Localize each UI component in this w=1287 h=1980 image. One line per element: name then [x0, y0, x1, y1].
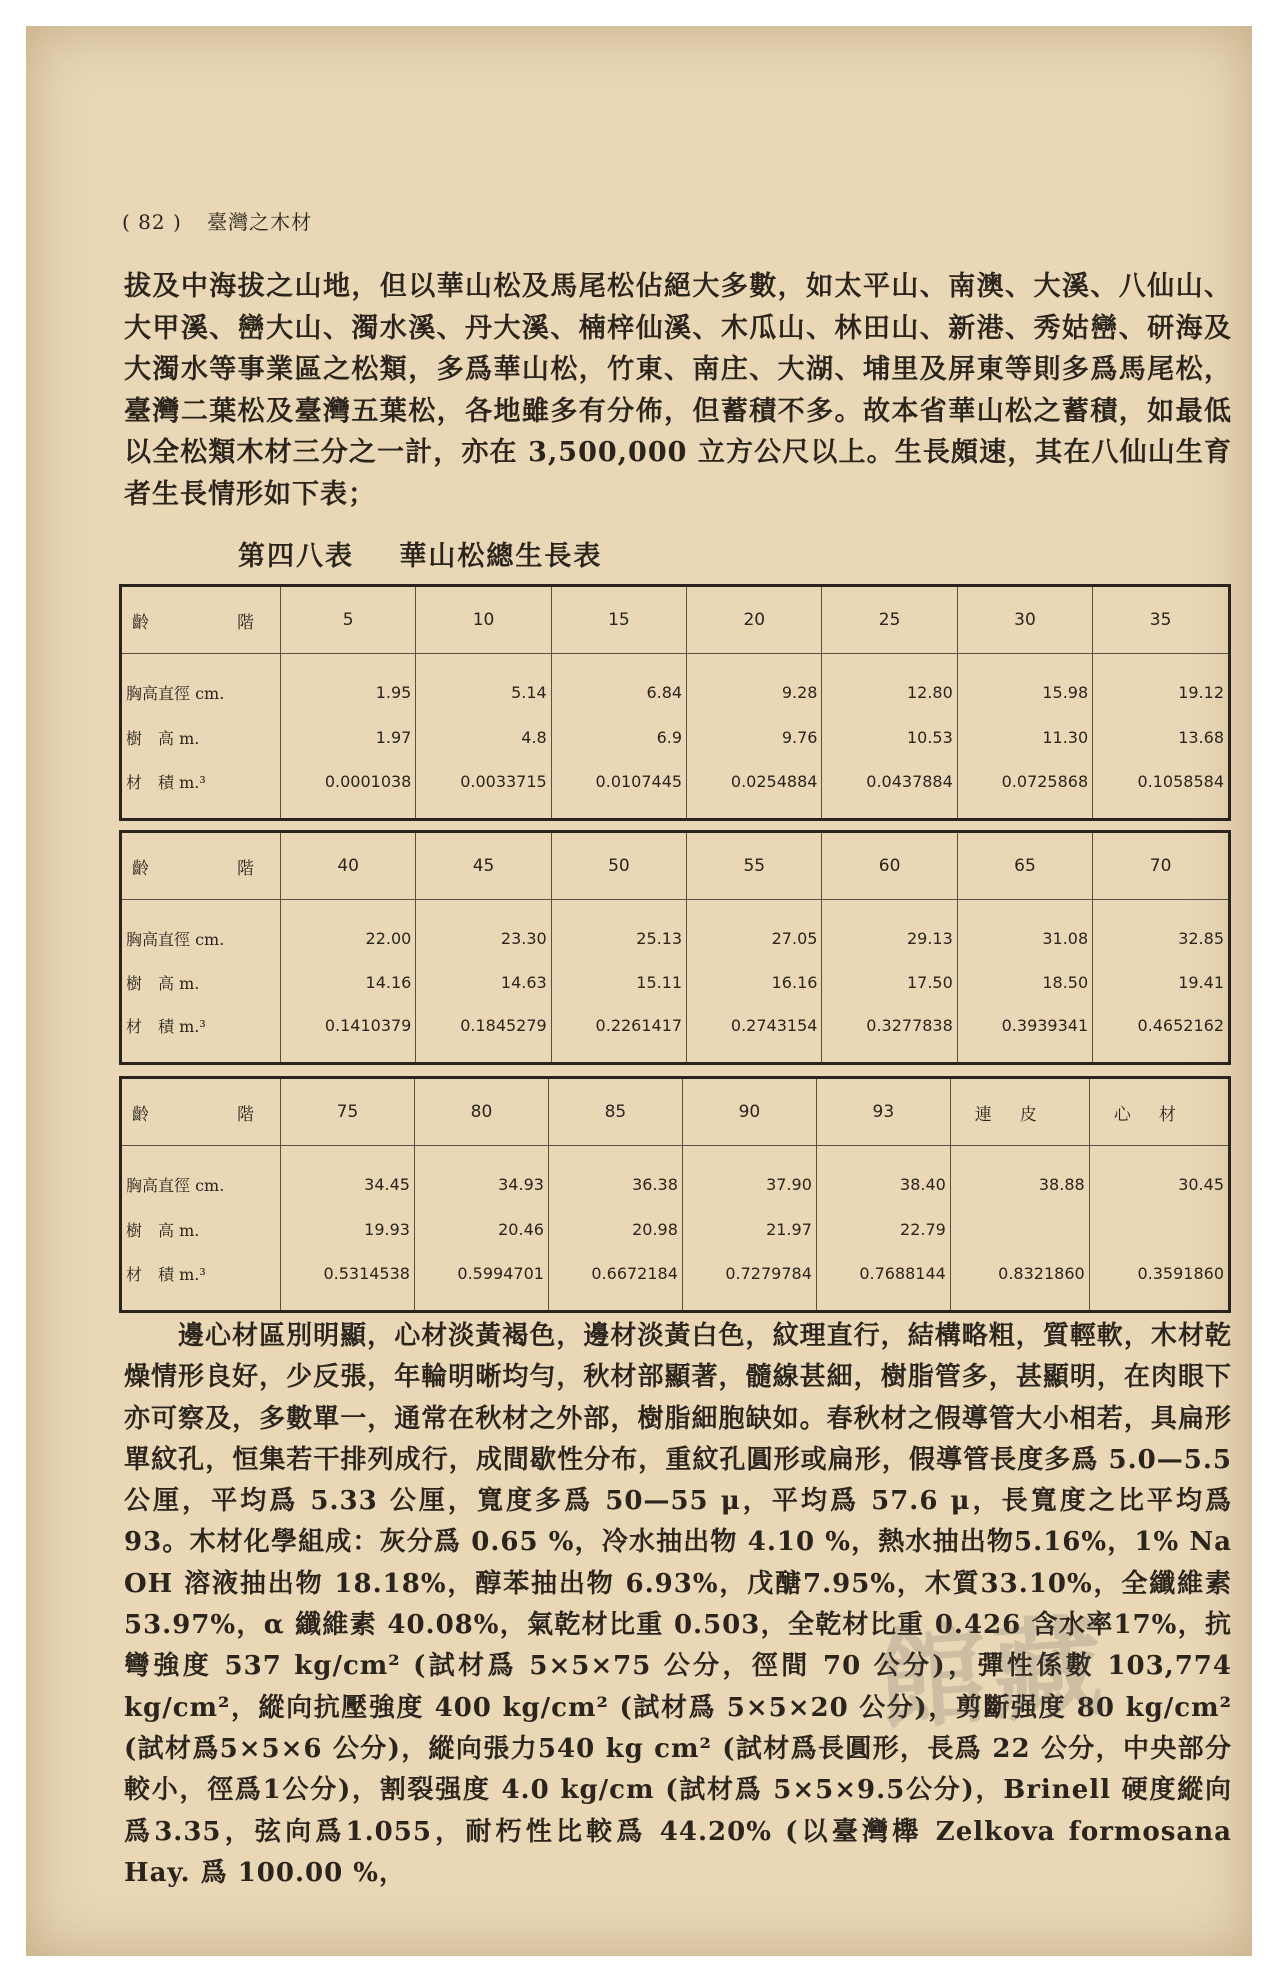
table-row-dbh	[121, 900, 1230, 963]
table-row-height	[121, 1210, 1230, 1249]
row-label-volume: 材 積 m.³	[126, 1017, 206, 1037]
table-cell: 9.76	[687, 718, 822, 757]
table-cell: 5.14	[416, 654, 551, 718]
table-cell: 19.41	[1093, 963, 1230, 1002]
table-cell: 0.7688144	[816, 1249, 950, 1311]
document-page	[26, 26, 1252, 1956]
table-cell: 0.5314538	[281, 1249, 415, 1311]
row-label-age: 齡 階	[121, 832, 281, 900]
growth-table-part-3	[119, 1076, 1231, 1313]
header-cell-with-bark: 連皮	[950, 1078, 1089, 1146]
table-cell: 6.84	[551, 654, 686, 718]
table-cell: 34.93	[414, 1146, 548, 1210]
table-cell: 15.98	[957, 654, 1092, 718]
table-cell: 0.7279784	[682, 1249, 816, 1311]
table-cell	[950, 1210, 1089, 1249]
table-cell: 31.08	[957, 900, 1092, 963]
table-row-dbh	[121, 1146, 1230, 1210]
table-cell: 0.0254884	[687, 757, 822, 819]
table-cell: 0.1410379	[281, 1002, 416, 1064]
header-cell: 55	[687, 832, 822, 900]
table-cell: 30.45	[1089, 1146, 1229, 1210]
table-number: 第四八表	[238, 541, 354, 572]
table-cell: 9.28	[687, 654, 822, 718]
table-cell: 13.68	[1093, 718, 1230, 757]
table-row-dbh	[121, 654, 1230, 718]
running-title: 臺灣之木材	[207, 210, 313, 234]
table-cell: 36.38	[548, 1146, 682, 1210]
table-cell: 0.3277838	[822, 1002, 957, 1064]
table-row-volume	[121, 1002, 1230, 1064]
table-cell: 0.0725868	[957, 757, 1092, 819]
header-cell: 75	[281, 1078, 415, 1146]
header-cell: 25	[822, 586, 957, 654]
header-cell: 85	[548, 1078, 682, 1146]
table-header-row	[121, 832, 1230, 900]
header-cell: 60	[822, 832, 957, 900]
table-row-height	[121, 963, 1230, 1002]
table-cell: 34.45	[281, 1146, 415, 1210]
header-cell: 50	[551, 832, 686, 900]
table-cell: 0.2743154	[687, 1002, 822, 1064]
header-cell: 40	[281, 832, 416, 900]
table-cell: 17.50	[822, 963, 957, 1002]
table-cell: 21.97	[682, 1210, 816, 1249]
row-label-dbh: 胸高直徑 cm.	[126, 684, 225, 704]
table-cell: 0.0033715	[416, 757, 551, 819]
paragraph-wood-properties: 邊心材區別明顯，心材淡黃褐色，邊材淡黃白色，紋理直行，結構略粗，質輕軟，木材乾燥情形良好，少反張，年輪明晰均勻，秋材部顯著，髓線甚細，樹脂管多，甚顯明，在肉眼下亦可察及，多數單一，通常在秋材之外部，樹脂細胞缺如。春秋材之假導管大小相若，具扁形單紋孔，恒集若干排列成行，成間歇性分布，重紋孔圓形或扁形，假導管長度多爲 5.0—5.5 公厘，平均爲 5.33 公厘，寬度多爲 50—55 μ，平均爲 57.6 μ，長寬度之比平均爲 93。木材化學組成：灰分爲 0.65 %，冷水抽出物 4.10 %，熱水抽出物5.16%，1% Na OH 溶液抽出物 18.18%，醇苯抽出物 6.93%，戊醣7.95%，木質33.10%，全纖維素 53.97%，α 纖維素 40.08%，氣乾材比重 0.503，全乾材比重 0.426 含水率17%，抗彎強度 537 kg/cm² (試材爲 5×5×75 公分，徑間 70 公分)，彈性係數 103,774 kg/cm²，縱向抗壓強度 400 kg/cm² (試材爲 5×5×20 公分)，剪斷强度 80 kg/cm² (試材爲5×5×6 公分)，縱向張力540 kg cm² (試材爲長圓形，長爲 22 公分，中央部分較小，徑爲1公分)，割裂强度 4.0 kg/cm (試材爲 5×5×9.5公分)，Brinell 硬度縱向爲3.35，弦向爲1.055，耐朽性比較爲 44.20% (以臺灣櫸 Zelkova formosana Hay. 爲 100.00 %，	[124, 1321, 1232, 1888]
table-header-row	[121, 1078, 1230, 1146]
header-cell: 93	[816, 1078, 950, 1146]
row-label-height: 樹 高 m.	[126, 973, 200, 993]
table-cell: 27.05	[687, 900, 822, 963]
table-cell: 22.79	[816, 1210, 950, 1249]
table-cell: 18.50	[957, 963, 1092, 1002]
table-cell: 0.8321860	[950, 1249, 1089, 1311]
table-cell: 1.95	[281, 654, 416, 718]
table-cell: 12.80	[822, 654, 957, 718]
page-number: ( 82 )	[122, 210, 182, 234]
header-cell-heartwood: 心材	[1089, 1078, 1229, 1146]
table-cell: 15.11	[551, 963, 686, 1002]
row-label-dbh: 胸高直徑 cm.	[126, 1176, 225, 1196]
table-cell: 0.0437884	[822, 757, 957, 819]
table-cell: 19.12	[1093, 654, 1230, 718]
table-cell: 38.88	[950, 1146, 1089, 1210]
header-cell: 15	[551, 586, 686, 654]
row-label-age: 齡 階	[121, 1078, 281, 1146]
table-cell: 23.30	[416, 900, 551, 963]
library-watermark: 館藏	[872, 1601, 1113, 1746]
table-cell: 0.1058584	[1093, 757, 1230, 819]
table-cell: 0.0107445	[551, 757, 686, 819]
table-cell: 19.93	[281, 1210, 415, 1249]
table-cell: 37.90	[682, 1146, 816, 1210]
header-cell: 70	[1093, 832, 1230, 900]
table-cell: 0.3939341	[957, 1002, 1092, 1064]
table-cell: 22.00	[281, 900, 416, 963]
table-cell: 0.3591860	[1089, 1249, 1229, 1311]
row-label-volume: 材 積 m.³	[126, 1265, 206, 1285]
header-cell: 90	[682, 1078, 816, 1146]
table-row-height	[121, 718, 1230, 757]
table-cell: 6.9	[551, 718, 686, 757]
page-header	[122, 206, 312, 235]
table-header-row	[121, 586, 1230, 654]
table-cell: 25.13	[551, 900, 686, 963]
table-cell: 4.8	[416, 718, 551, 757]
table-cell: 1.97	[281, 718, 416, 757]
table-cell: 20.98	[548, 1210, 682, 1249]
table-title: 華山松總生長表	[399, 541, 603, 572]
table-cell: 0.2261417	[551, 1002, 686, 1064]
table-cell: 20.46	[414, 1210, 548, 1249]
table-cell: 14.16	[281, 963, 416, 1002]
table-cell: 0.5994701	[414, 1249, 548, 1311]
header-cell: 35	[1093, 586, 1230, 654]
table-cell: 29.13	[822, 900, 957, 963]
table-cell: 38.40	[816, 1146, 950, 1210]
table-cell: 32.85	[1093, 900, 1230, 963]
row-label-height: 樹 高 m.	[126, 1220, 200, 1240]
header-cell: 30	[957, 586, 1092, 654]
row-label-height: 樹 高 m.	[126, 728, 200, 748]
table-cell: 0.1845279	[416, 1002, 551, 1064]
table-cell: 0.4652162	[1093, 1002, 1230, 1064]
table-row-volume	[121, 1249, 1230, 1311]
header-cell: 65	[957, 832, 1092, 900]
table-cell: 16.16	[687, 963, 822, 1002]
header-cell: 10	[416, 586, 551, 654]
table-cell	[1089, 1210, 1229, 1249]
table-cell: 0.6672184	[548, 1249, 682, 1311]
table-caption	[238, 534, 602, 573]
header-cell: 20	[687, 586, 822, 654]
header-cell: 5	[281, 586, 416, 654]
table-row-volume	[121, 757, 1230, 819]
paragraph-intro: 拔及中海拔之山地，但以華山松及馬尾松佔絕大多數，如太平山、南澳、大溪、八仙山、大甲溪、巒大山、濁水溪、丹大溪、楠梓仙溪、木瓜山、林田山、新港、秀姑巒、研海及大濁水等事業區之松類，多爲華山松，竹東、南庄、大湖、埔里及屏東等則多爲馬尾松，臺灣二葉松及臺灣五葉松，各地雖多有分佈，但蓄積不多。故本省華山松之蓄積，如最低以全松類木材三分之一計，亦在 3,500,000 立方公尺以上。生長頗速，其在八仙山生育者生長情形如下表；	[124, 271, 1232, 510]
header-cell: 45	[416, 832, 551, 900]
row-label-dbh: 胸高直徑 cm.	[126, 929, 225, 949]
table-cell: 11.30	[957, 718, 1092, 757]
growth-table-part-2	[119, 830, 1231, 1065]
header-cell: 80	[414, 1078, 548, 1146]
table-cell: 14.63	[416, 963, 551, 1002]
table-cell: 10.53	[822, 718, 957, 757]
table-cell: 0.0001038	[281, 757, 416, 819]
growth-table-part-1	[119, 584, 1231, 821]
row-label-volume: 材 積 m.³	[126, 773, 206, 793]
row-label-age: 齡 階	[121, 586, 281, 654]
